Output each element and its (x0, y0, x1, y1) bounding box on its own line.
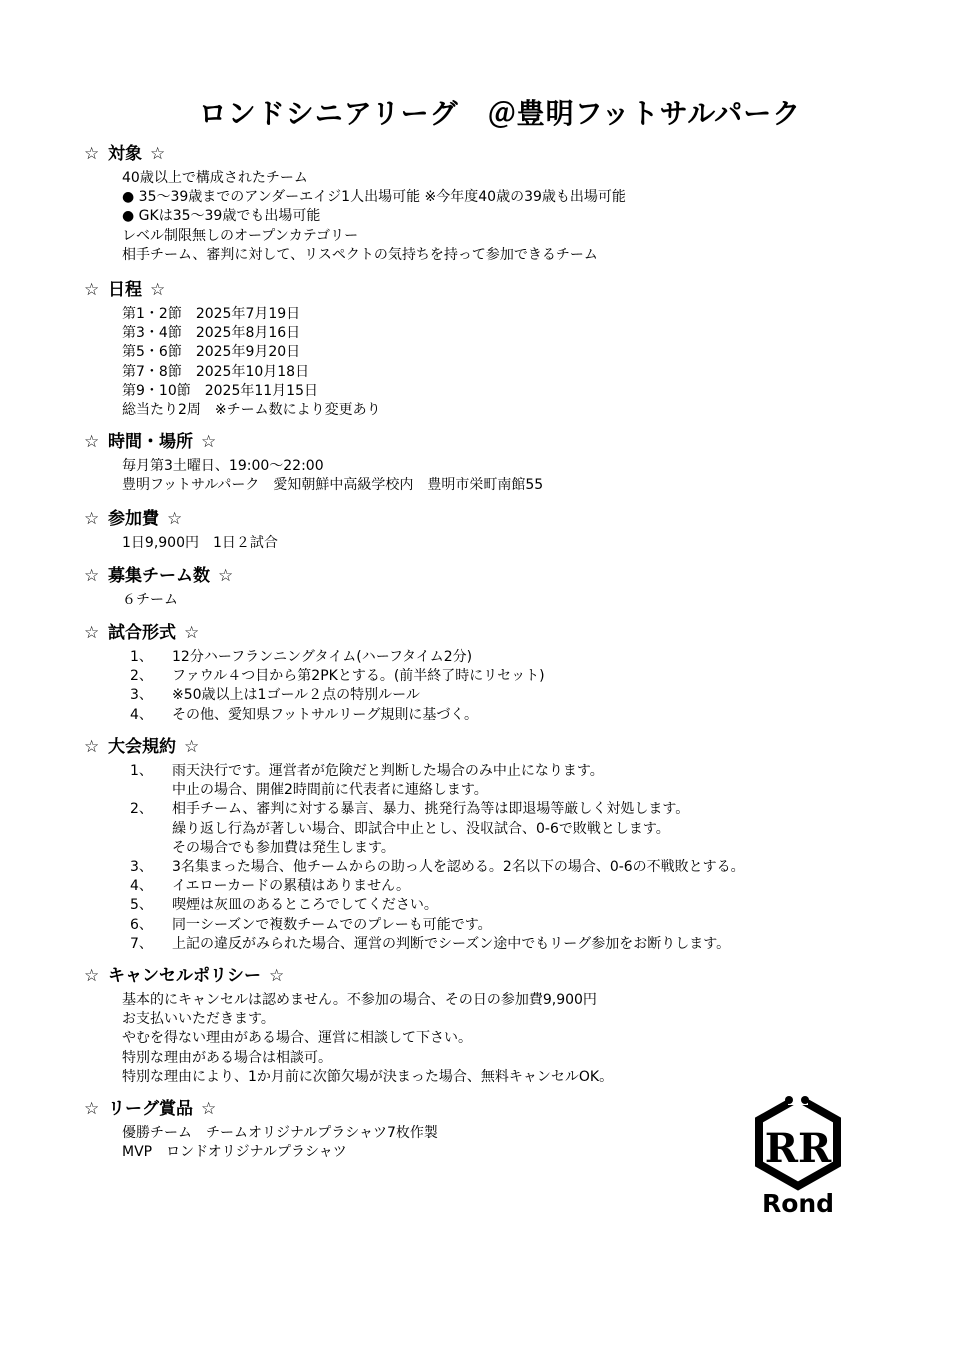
section-body (122, 762, 914, 954)
text-line: ６チーム (122, 592, 178, 608)
text-line: 基本的にキャンセルは認めません。不参加の場合、その日の参加費9,900円 (122, 992, 597, 1008)
section-heading: ☆ キャンセルポリシー ☆ (84, 966, 285, 986)
list-item: 2、 ファウル４つ目から第2PKとする。(前半終了時にリセット) (130, 668, 545, 685)
section-cancel-policy (84, 964, 914, 1087)
star-icon: ☆ (201, 1099, 217, 1119)
section-body (122, 648, 914, 725)
section-body (122, 305, 914, 420)
logo-text: Rond (761, 1189, 835, 1218)
section-heading: ☆ リーグ賞品 ☆ (84, 1099, 217, 1119)
rond-logo (748, 1090, 848, 1220)
text-line: 豊明フットサルパーク 愛知朝鮮中高級学校内 豊明市栄町南館55 (122, 477, 544, 494)
section-heading: ☆ 募集チーム数 ☆ (84, 566, 234, 586)
list-item: 4、 その他、愛知県フットサルリーグ規則に基づく。 (130, 706, 479, 723)
star-icon: ☆ (84, 432, 100, 452)
list-item: 2、 相手チーム、審判に対する暴言、暴力、挑発行為等は即退場等厳しく対処します。 (130, 801, 690, 818)
text-line: 1日9,900円 1日２試合 (122, 535, 278, 551)
list-item: 7、 上記の違反がみられた場合、運営の判断でシーズン途中でもリーグ参加をお断りします。 (130, 935, 731, 952)
star-icon: ☆ (84, 737, 100, 757)
list-item: 1、 12分ハーフランニングタイム(ハーフタイム2分) (130, 649, 473, 665)
text-line: 第9・10節 2025年11月15日 (122, 382, 318, 399)
text-line: 毎月第3土曜日、19:00～22:00 (122, 458, 324, 474)
rond-hexagon-logo-icon (748, 1090, 848, 1220)
section-time-place (84, 430, 914, 495)
text-line: 第7・8節 2025年10月18日 (122, 363, 310, 380)
logo-mark: RR (764, 1125, 832, 1172)
section-rules (84, 735, 914, 954)
text-line: 第1・2節 2025年7月19日 (122, 306, 301, 322)
text-line: 40歳以上で構成されたチーム (122, 170, 308, 186)
text-line: 相手チーム、審判に対して、リスペクトの気持ちを持って参加できるチーム (122, 246, 598, 263)
list-item: 1、 雨天決行です。運営者が危険だと判断した場合のみ中止になります。 (130, 763, 604, 779)
section-schedule (84, 278, 914, 420)
star-icon: ☆ (84, 144, 100, 164)
text-line: ● 35～39歳までのアンダーエイジ1人出場可能 ※今年度40歳の39歳も出場可能 (122, 189, 626, 206)
section-heading: ☆ 大会規約 ☆ (84, 737, 200, 757)
star-icon: ☆ (184, 737, 200, 757)
star-icon: ☆ (150, 144, 166, 164)
text-line: やむを得ない理由がある場合、運営に相談して下さい。 (122, 1030, 472, 1047)
text-line: 総当たり2周 ※チーム数により変更あり (122, 402, 381, 419)
star-icon: ☆ (84, 1099, 100, 1119)
text-line: 優勝チーム チームオリジナルプラシャツ7枚作製 (122, 1125, 438, 1141)
section-target (84, 142, 914, 265)
list-item: 5、 喫煙は灰皿のあるところでしてください。 (130, 897, 438, 914)
list-item: 3、 3名集まった場合、他チームからの助っ人を認める。2名以下の場合、0-6の不戦敗とする。 (130, 859, 745, 876)
page-title: ロンドシニアリーグ ＠豊明フットサルパーク (198, 97, 802, 130)
list-item: 3、 ※50歳以上は1ゴール２点の特別ルール (130, 687, 420, 704)
section-body (122, 591, 914, 610)
section-heading: ☆ 時間・場所 ☆ (84, 432, 217, 452)
list-item: 6、 同一シーズンで複数チームでのプレーも可能です。 (130, 916, 492, 933)
text-line: 特別な理由により、1か月前に次節欠場が決まった場合、無料キャンセルOK。 (122, 1068, 614, 1085)
star-icon: ☆ (84, 509, 100, 529)
list-item-continuation: 中止の場合、開催2時間前に代表者に連絡します。 (172, 782, 488, 799)
star-icon: ☆ (167, 509, 183, 529)
star-icon: ☆ (269, 966, 285, 986)
text-line: 第3・4節 2025年8月16日 (122, 325, 301, 342)
section-heading: ☆ 対象 ☆ (84, 144, 166, 164)
section-format (84, 621, 914, 725)
section-heading: ☆ 日程 ☆ (84, 280, 166, 300)
section-body (122, 169, 914, 265)
section-body (122, 457, 914, 495)
section-fee (84, 507, 914, 553)
section-teams (84, 564, 914, 610)
star-icon: ☆ (201, 432, 217, 452)
star-icon: ☆ (184, 623, 200, 643)
section-body (122, 534, 914, 553)
star-icon: ☆ (84, 566, 100, 586)
star-icon: ☆ (218, 566, 234, 586)
list-item: 4、 イエローカードの累積はありません。 (130, 878, 410, 895)
star-icon: ☆ (84, 966, 100, 986)
section-heading: ☆ 参加費 ☆ (84, 509, 183, 529)
text-line: お支払いいただきます。 (122, 1011, 275, 1028)
text-line: MVP ロンドオリジナルプラシャツ (122, 1144, 347, 1161)
text-line: ● GKは35～39歳でも出場可能 (122, 208, 321, 225)
list-item-continuation: その場合でも参加費は発生します。 (172, 839, 395, 856)
star-icon: ☆ (84, 280, 100, 300)
text-line: 第5・6節 2025年9月20日 (122, 344, 301, 361)
section-body (122, 991, 914, 1087)
section-heading: ☆ 試合形式 ☆ (84, 623, 200, 643)
text-line: レベル制限無しのオープンカテゴリー (122, 227, 359, 244)
list-item-continuation: 繰り返し行為が著しい場合、即試合中止とし、没収試合、0-6で敗戦とします。 (172, 820, 670, 837)
text-line: 特別な理由がある場合は相談可。 (122, 1049, 332, 1066)
star-icon: ☆ (150, 280, 166, 300)
star-icon: ☆ (84, 623, 100, 643)
